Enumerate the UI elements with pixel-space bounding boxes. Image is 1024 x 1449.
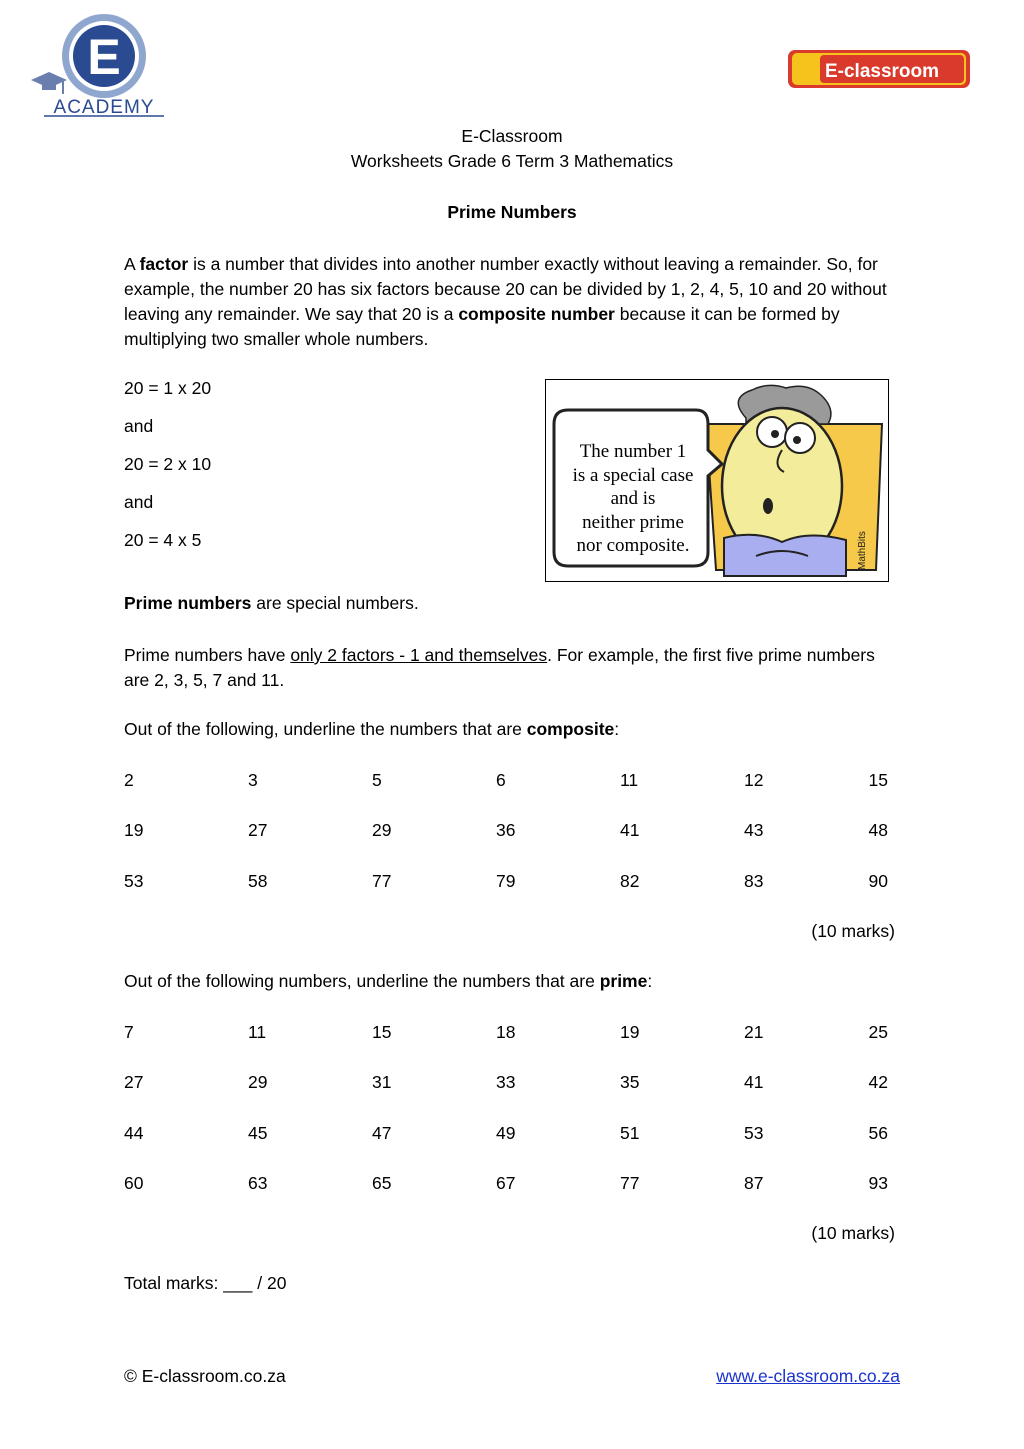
- equation-and-1: and: [124, 416, 154, 436]
- prime-number-r4-c4: 67: [496, 1172, 516, 1193]
- speech-line-2: is a special case: [572, 464, 694, 486]
- prime-number-r1-c6: 21: [744, 1022, 764, 1042]
- academy-logo-icon: [28, 8, 168, 118]
- prime-number-r3-c5: 51: [620, 1122, 640, 1143]
- prime-number-r1-c4: 18: [496, 1022, 516, 1042]
- prime-number-r2-c3: 31: [372, 1072, 392, 1093]
- prime-number-r2-c2: 29: [248, 1072, 268, 1093]
- prime-intro-rest: are special numbers.: [251, 593, 419, 613]
- prime-number-r4-c1: 60: [124, 1172, 144, 1193]
- prime-number-r1-c2: 11: [248, 1022, 267, 1042]
- equation-2: 20 = 2 x 10: [124, 454, 212, 474]
- prime-def-underlined: only 2 factors - 1 and themselves: [290, 645, 548, 665]
- cartoon-illustration: [545, 379, 889, 582]
- eclassroom-text: E-classroom: [824, 61, 940, 82]
- composite-number-r1-c7: 15: [868, 770, 888, 790]
- prime-number-r1-c5: 19: [620, 1022, 640, 1042]
- header-subtitle: Worksheets Grade 6 Term 3 Mathematics: [350, 151, 674, 171]
- prime-number-r3-c2: 45: [248, 1122, 268, 1143]
- composite-number-r2-c4: 36: [496, 820, 516, 841]
- intro-text-2: is a number that divides into another number exactly without leaving a remainder. So, for example, the number 20 has six factors because 20 can be divided by 1, 2, 4, 5, 10 and 20 without leaving any remainder. We say that 20 is a: [124, 254, 887, 324]
- q2-keyword: prime: [599, 971, 648, 991]
- prime-definition: [124, 643, 904, 693]
- prime-number-r3-c3: 47: [372, 1122, 392, 1143]
- composite-number-r2-c1: 19: [124, 820, 144, 841]
- composite-number-r1-c6: 12: [744, 770, 764, 790]
- q2-text: Out of the following numbers, underline the numbers that are: [124, 971, 600, 991]
- prime-number-r2-c5: 35: [620, 1072, 640, 1093]
- q1-text: Out of the following, underline the numbers that are: [124, 719, 527, 739]
- prime-number-r3-c1: 44: [124, 1122, 144, 1143]
- composite-number-r3-c3: 77: [372, 870, 392, 891]
- composite-number-r2-c3: 29: [372, 820, 392, 841]
- speech-line-3: and is: [610, 488, 656, 509]
- composite-number-r1-c4: 6: [496, 770, 506, 790]
- factor-term: factor: [139, 254, 189, 274]
- composite-number-r3-c4: 79: [496, 870, 516, 891]
- speech-line-1: The number 1: [579, 441, 687, 462]
- prime-intro: [124, 593, 419, 614]
- cartoon-speech: [558, 440, 708, 558]
- footer-website-link[interactable]: www.e-classroom.co.za: [716, 1366, 900, 1386]
- q1-marks: (10 marks): [811, 921, 895, 941]
- academy-text: ACADEMY: [53, 97, 155, 118]
- prime-number-r4-c5: 77: [620, 1172, 640, 1193]
- q1-colon: :: [614, 719, 620, 739]
- q2-colon: :: [647, 971, 653, 991]
- composite-number-r3-c2: 58: [248, 870, 268, 891]
- question-composite: [124, 719, 619, 740]
- composite-number-r2-c2: 27: [248, 820, 268, 841]
- page-title: Prime Numbers: [447, 202, 577, 222]
- composite-number-r1-c1: 2: [124, 770, 134, 790]
- prime-number-r1-c7: 25: [868, 1022, 888, 1042]
- eclassroom-logo-icon: [786, 44, 974, 94]
- composite-number-r3-c7: 90: [868, 870, 888, 891]
- prime-number-r2-c1: 27: [124, 1072, 144, 1093]
- q1-keyword: composite: [526, 719, 615, 739]
- prime-number-r2-c6: 41: [744, 1072, 764, 1093]
- question-prime: [124, 971, 652, 992]
- speech-line-5: nor composite.: [576, 535, 690, 556]
- composite-term: composite number: [458, 304, 615, 324]
- composite-number-r3-c5: 82: [620, 870, 640, 891]
- composite-number-r1-c5: 11: [620, 770, 639, 790]
- prime-number-r2-c7: 42: [868, 1072, 888, 1093]
- eclassroom-logo: [786, 44, 974, 94]
- total-marks: Total marks: ___ / 20: [124, 1273, 287, 1293]
- cartoon-credit: MathBits: [857, 531, 868, 570]
- prime-number-r1-c1: 7: [124, 1022, 134, 1042]
- prime-term: Prime numbers: [124, 593, 252, 613]
- prime-def-text-1: Prime numbers have: [124, 645, 291, 665]
- academy-logo: [28, 8, 168, 118]
- academy-mark: E: [87, 29, 121, 85]
- composite-number-r3-c1: 53: [124, 870, 144, 891]
- footer-copyright: © E-classroom.co.za: [124, 1366, 286, 1386]
- composite-number-r3-c6: 83: [744, 870, 764, 891]
- prime-number-r4-c2: 63: [248, 1172, 268, 1193]
- composite-number-r1-c3: 5: [372, 770, 382, 790]
- intro-text-3: because it can be formed by multiplying two smaller whole numbers.: [124, 304, 840, 349]
- composite-number-r2-c6: 43: [744, 820, 764, 841]
- prime-number-r3-c7: 56: [868, 1122, 888, 1143]
- header-title: E-Classroom: [461, 126, 563, 146]
- q2-marks: (10 marks): [811, 1223, 895, 1243]
- prime-number-r4-c6: 87: [744, 1172, 764, 1193]
- equation-3: 20 = 4 x 5: [124, 530, 202, 550]
- prime-number-r2-c4: 33: [496, 1072, 516, 1093]
- equation-and-2: and: [124, 492, 154, 512]
- composite-number-r1-c2: 3: [248, 770, 258, 790]
- prime-number-r3-c4: 49: [496, 1122, 516, 1143]
- prime-number-r4-c7: 93: [868, 1172, 888, 1193]
- prime-def-text-2: . For example, the first five prime numbers are 2, 3, 5, 7 and 11.: [124, 645, 875, 690]
- speech-line-4: neither prime: [582, 511, 684, 533]
- intro-text-1: A: [124, 254, 140, 274]
- composite-number-r2-c7: 48: [868, 820, 888, 841]
- composite-number-r2-c5: 41: [620, 820, 640, 841]
- prime-number-r3-c6: 53: [744, 1122, 764, 1143]
- equation-1: 20 = 1 x 20: [124, 378, 212, 398]
- prime-number-r4-c3: 65: [372, 1172, 392, 1193]
- intro-paragraph: [124, 252, 904, 352]
- prime-number-r1-c3: 15: [372, 1022, 392, 1042]
